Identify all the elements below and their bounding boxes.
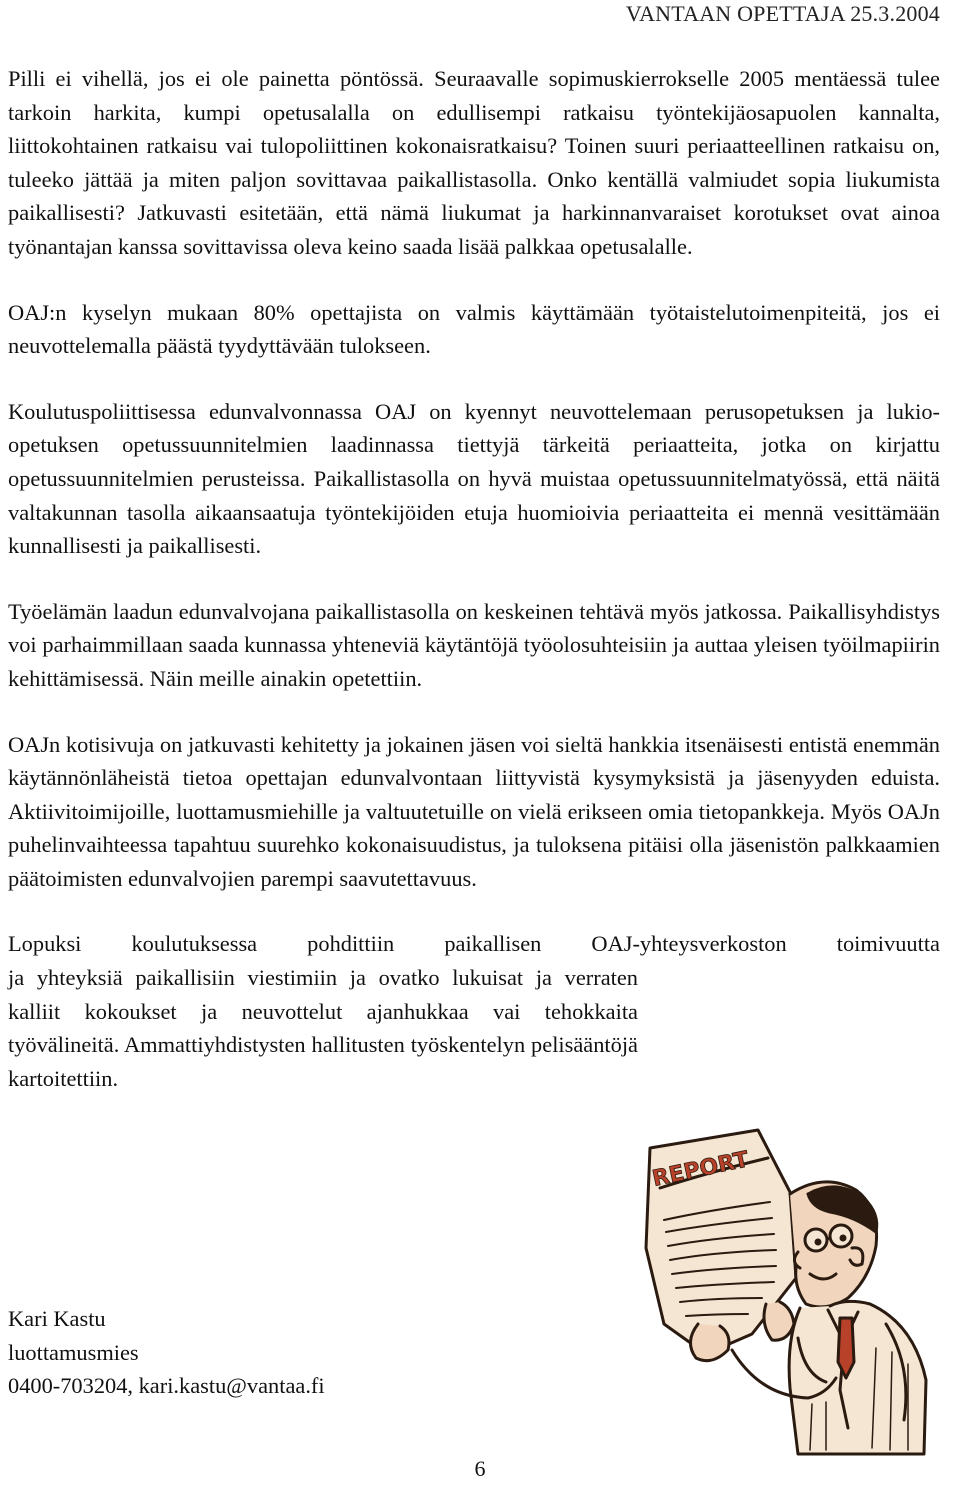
paragraph-5: OAJn kotisivuja on jatkuvasti kehitetty ja jokainen jäsen voi sieltä hankkia itsenäisesti entistä enemmän käytännönläheistä tietoa opettajan edunvalvontaan liittyvistä kysymyksistä ja jäsenyyden eduista. Aktiivitoimijoille, luottamusmiehille ja valtuutetuille on vielä erikseen omia tietopankkeja. Myös OAJn puhelinvaihteessa tapahtuu suurehko kokonaisuudistus, ja tuloksena pitäisi olla jäsenistön palkkaamien päätoimisten edunvalvojien parempi saavutettavuus. — [8, 731, 940, 891]
final-paragraph-first-line: Lopuksi koulutuksessa pohdittiin paikallisen OAJ-yhteysverkoston toimivuutta — [8, 931, 940, 957]
signature-contact: 0400-703204, kari.kastu@vantaa.fi — [8, 1373, 325, 1399]
running-header: VANTAAN OPETTAJA 25.3.2004 — [625, 1, 940, 26]
paragraph-1: Pilli ei vihellä, jos ei ole painetta pöntössä. Seuraavalle sopimuskierrokselle 2005 mentäessä tulee tarkoin harkita, kumpi opetusalalla on edullisempi ratkaisu työntekijäosapuolen kannalta, liittokohtainen ratkaisu vai tulopoliittinen kokonaisratkaisu? Toinen suuri periaatteellinen ratkaisu on, tuleeko jättää ja miten paljon sovittavaa paikallistasolla. Onko kentällä valmiudet sopia liukumista paikallisesti? Jatkuvasti esitetään, että nämä liukumat ja harkinnanvaraiset korotukset ovat ainoa työnantajan kanssa sovittavissa oleva keino saada lisää palkkaa opetusalalle. — [8, 66, 940, 259]
final-paragraph-rest: ja yhteyksiä paikallisiin viestimiin ja ovatko lukuisat ja verraten kalliit kokoukset ja neuvottelut ajanhukkaa vai tehokkaita työvälineitä. Ammattiyhdistysten hallitusten työskentelyn pelisääntöjä kartoitettiin. — [8, 965, 638, 1091]
signature-role: luottamusmies — [8, 1339, 139, 1365]
paragraph-2: OAJ:n kyselyn mukaan 80% opettajista on valmis käyttämään työtaistelutoimenpiteitä, jos ei neuvottelemalla päästä tyydyttävään tulokseen. — [8, 299, 940, 359]
page-number: 6 — [474, 1456, 486, 1481]
signature-name: Kari Kastu — [8, 1306, 106, 1331]
man-reading-report-icon — [640, 1128, 932, 1458]
paragraph-4: Työelämän laadun edunvalvojana paikallistasolla on keskeinen tehtävä myös jatkossa. Paikallisyhdistys voi parhaimmillaan saada kunnassa yhteneviä käytäntöjä työolosuhteisiin ja auttaa yleisen työilmapiirin kehittämisessä. Näin meille ainakin opetettiin. — [8, 598, 940, 691]
article-body — [8, 62, 940, 1095]
paragraph-3: Koulutuspoliittisessa edunvalvonnassa OAJ on kyennyt neuvottelemaan perusopetuksen ja lukio-opetuksen opetussuunnitelmien laadinnassa tiettyjä tärkeitä periaatteita, jotka on kirjattu opetussuunnitelmien perusteissa. Paikallistasolla on hyvä muistaa opetussuunnitelmatyössä, että näitä valtakunnan tasolla aikaansaatuja työntekijöiden etuja huomioivia periaatteita ei mennä vesittämään kunnallisesti ja paikallisesti. — [8, 398, 940, 559]
signature-block — [8, 1302, 325, 1403]
report-sign-text: REPORT — [650, 1147, 752, 1193]
